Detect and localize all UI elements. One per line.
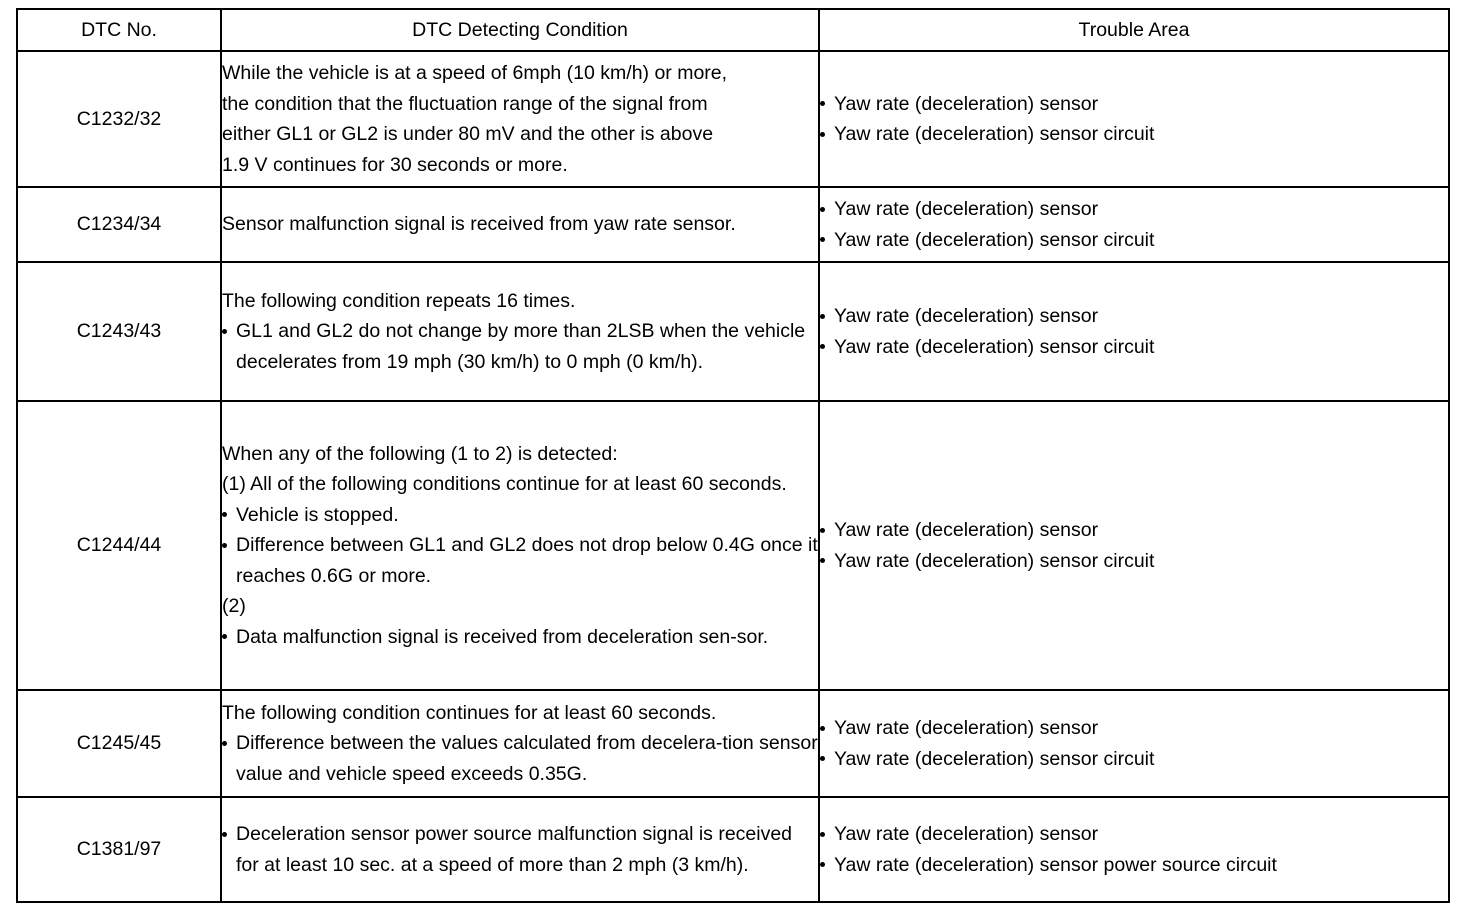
trouble-area-item: Yaw rate (deceleration) sensor circuit — [820, 744, 1448, 775]
table-row — [17, 690, 1449, 797]
trouble-area-item: Yaw rate (deceleration) sensor — [820, 713, 1448, 744]
condition-bullet: Difference between the values calculated from decelera-tion sensor value and vehicle speed exceeds 0.35G. — [222, 728, 818, 789]
trouble-area-item: Yaw rate (deceleration) sensor — [820, 301, 1448, 332]
header-row — [17, 9, 1449, 51]
condition-text: Sensor malfunction signal is received from yaw rate sensor. — [222, 213, 736, 236]
table-row — [17, 262, 1449, 401]
condition-text: (2) — [222, 595, 246, 618]
detecting-condition — [221, 690, 819, 797]
condition-text: While the vehicle is at a speed of 6mph (10 km/h) or more, — [222, 62, 728, 84]
condition-bullet: Difference between GL1 and GL2 does not drop below 0.4G once it reaches 0.6G or more. — [222, 530, 818, 591]
trouble-area-item: Yaw rate (deceleration) sensor power source circuit — [820, 850, 1448, 881]
trouble-area — [819, 187, 1449, 262]
dtc-code: C1234/34 — [17, 187, 221, 262]
dtc-code: C1381/97 — [17, 797, 221, 902]
condition-text: The following condition repeats 16 times. — [222, 289, 576, 312]
dtc-code: C1244/44 — [17, 401, 221, 690]
trouble-area — [819, 797, 1449, 902]
dtc-code: C1232/32 — [17, 51, 221, 187]
trouble-area-item: Yaw rate (deceleration) sensor — [820, 194, 1448, 225]
condition-text: the condition that the fluctuation range of the signal from — [222, 92, 708, 115]
detecting-condition — [221, 262, 819, 401]
trouble-area-item: Yaw rate (deceleration) sensor — [820, 515, 1448, 546]
detecting-condition — [221, 797, 819, 902]
condition-text: The following condition continues for at least 60 seconds. — [222, 701, 717, 724]
trouble-area-item: Yaw rate (deceleration) sensor circuit — [820, 225, 1448, 256]
trouble-area-item: Yaw rate (deceleration) sensor circuit — [820, 332, 1448, 363]
trouble-area-item: Yaw rate (deceleration) sensor — [820, 819, 1448, 850]
trouble-area-item: Yaw rate (deceleration) sensor circuit — [820, 119, 1448, 150]
table-row — [17, 187, 1449, 262]
trouble-area-item: Yaw rate (deceleration) sensor — [820, 89, 1448, 120]
table-row — [17, 797, 1449, 902]
dtc-code: C1245/45 — [17, 690, 221, 797]
condition-text: 1.9 V continues for 30 seconds or more. — [222, 153, 568, 176]
detecting-condition — [221, 51, 819, 187]
trouble-area — [819, 262, 1449, 401]
header-dtc-no: DTC No. — [17, 9, 221, 51]
header-trouble-area: Trouble Area — [819, 9, 1449, 51]
condition-text: When any of the following (1 to 2) is detected: — [222, 442, 618, 465]
trouble-area-item: Yaw rate (deceleration) sensor circuit — [820, 546, 1448, 577]
table-row — [17, 51, 1449, 187]
detecting-condition — [221, 187, 819, 262]
table-row — [17, 401, 1449, 690]
detecting-condition — [221, 401, 819, 690]
condition-text: (1) All of the following conditions continue for at least 60 seconds. — [222, 473, 787, 496]
condition-bullet: Data malfunction signal is received from deceleration sen-sor. — [222, 622, 818, 653]
dtc-table — [16, 8, 1450, 903]
condition-bullet: Deceleration sensor power source malfunction signal is received for at least 10 sec. at a speed of more than 2 mph (3 km/h). — [222, 819, 818, 880]
trouble-area — [819, 690, 1449, 797]
condition-text: either GL1 or GL2 is under 80 mV and the other is above — [222, 123, 714, 145]
condition-bullet: Vehicle is stopped. — [222, 500, 818, 531]
dtc-code: C1243/43 — [17, 262, 221, 401]
trouble-area — [819, 51, 1449, 187]
condition-bullet: GL1 and GL2 do not change by more than 2LSB when the vehicle decelerates from 19 mph (30 km/h) to 0 mph (0 km/h). — [222, 316, 818, 377]
trouble-area — [819, 401, 1449, 690]
header-detecting-condition: DTC Detecting Condition — [221, 9, 819, 51]
